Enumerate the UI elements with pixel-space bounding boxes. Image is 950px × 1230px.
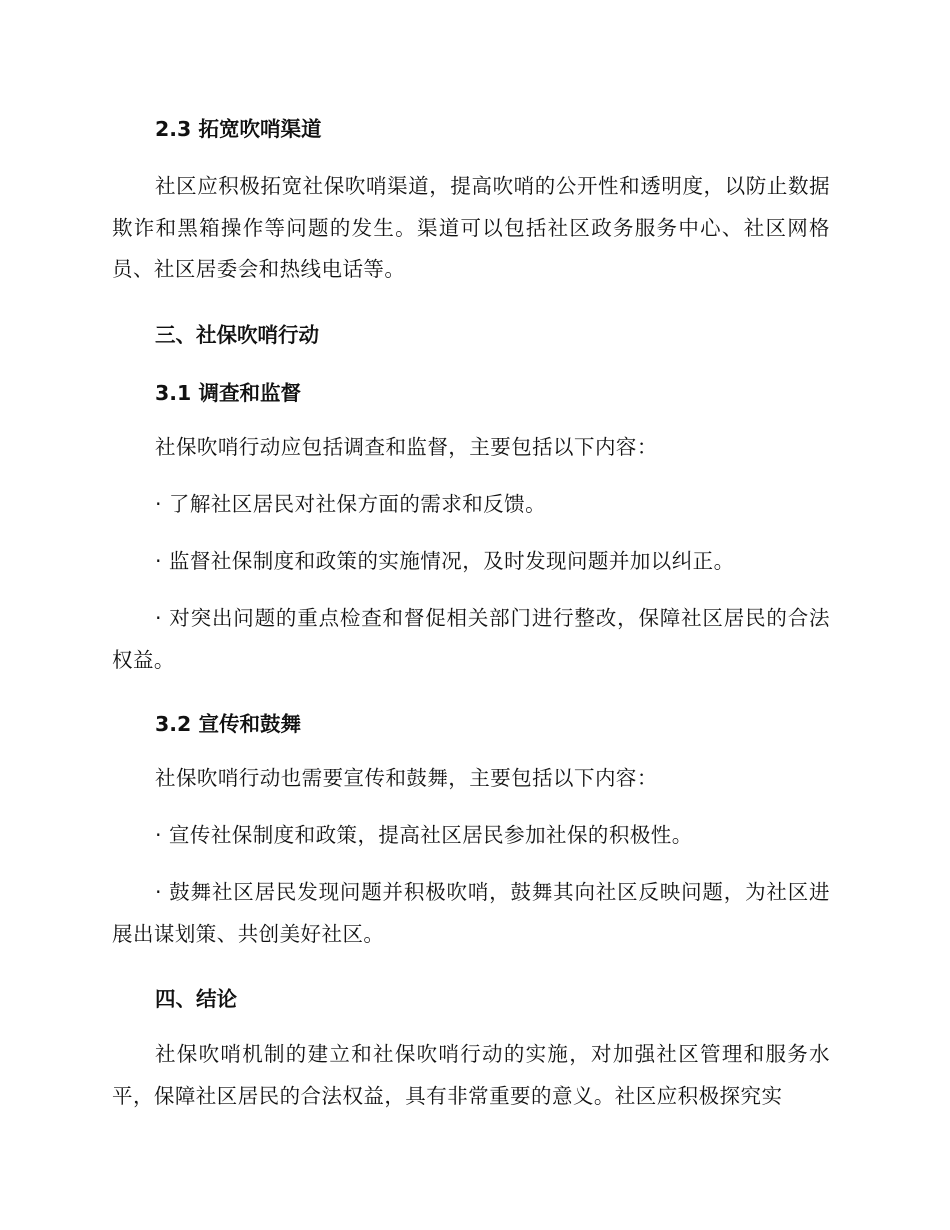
section-heading-3-2: 3.2 宣传和鼓舞 [155,712,301,736]
section-heading-3-1: 3.1 调查和监督 [155,381,301,405]
paragraph-investigation-intro: 社保吹哨行动应包括调查和监督，主要包括以下内容： [155,435,658,459]
list-item-needs-feedback: · 了解社区居民对社保方面的需求和反馈。 [155,492,547,516]
section-heading-2-3: 2.3 拓宽吹哨渠道 [155,117,322,141]
list-item-key-inspection: · 对突出问题的重点检查和督促相关部门进行整改，保障社区居民的合法权益。 [112,606,830,672]
list-item-promote-policy: · 宣传社保制度和政策，提高社区居民参加社保的积极性。 [155,823,693,847]
list-item-supervise-policy: · 监督社保制度和政策的实施情况，及时发现问题并加以纠正。 [155,549,735,573]
paragraph-conclusion: 社保吹哨机制的建立和社保吹哨行动的实施，对加强社区管理和服务水平，保障社区居民的合法权益，具有非常重要的意义。社区应积极探究实 [112,1042,830,1108]
section-heading-4: 四、结论 [155,987,237,1011]
paragraph-channels: 社区应积极拓宽社保吹哨渠道，提高吹哨的公开性和透明度，以防止数据欺诈和黑箱操作等问题的发生。渠道可以包括社区政务服务中心、社区网格员、社区居委会和热线电话等。 [112,174,830,281]
paragraph-publicity-intro: 社保吹哨行动也需要宣传和鼓舞，主要包括以下内容： [155,766,658,790]
list-item-encourage-whistle: · 鼓舞社区居民发现问题并积极吹哨，鼓舞其向社区反映问题，为社区进展出谋划策、共创美好社区。 [112,880,830,946]
section-heading-3: 三、社保吹哨行动 [155,323,319,347]
